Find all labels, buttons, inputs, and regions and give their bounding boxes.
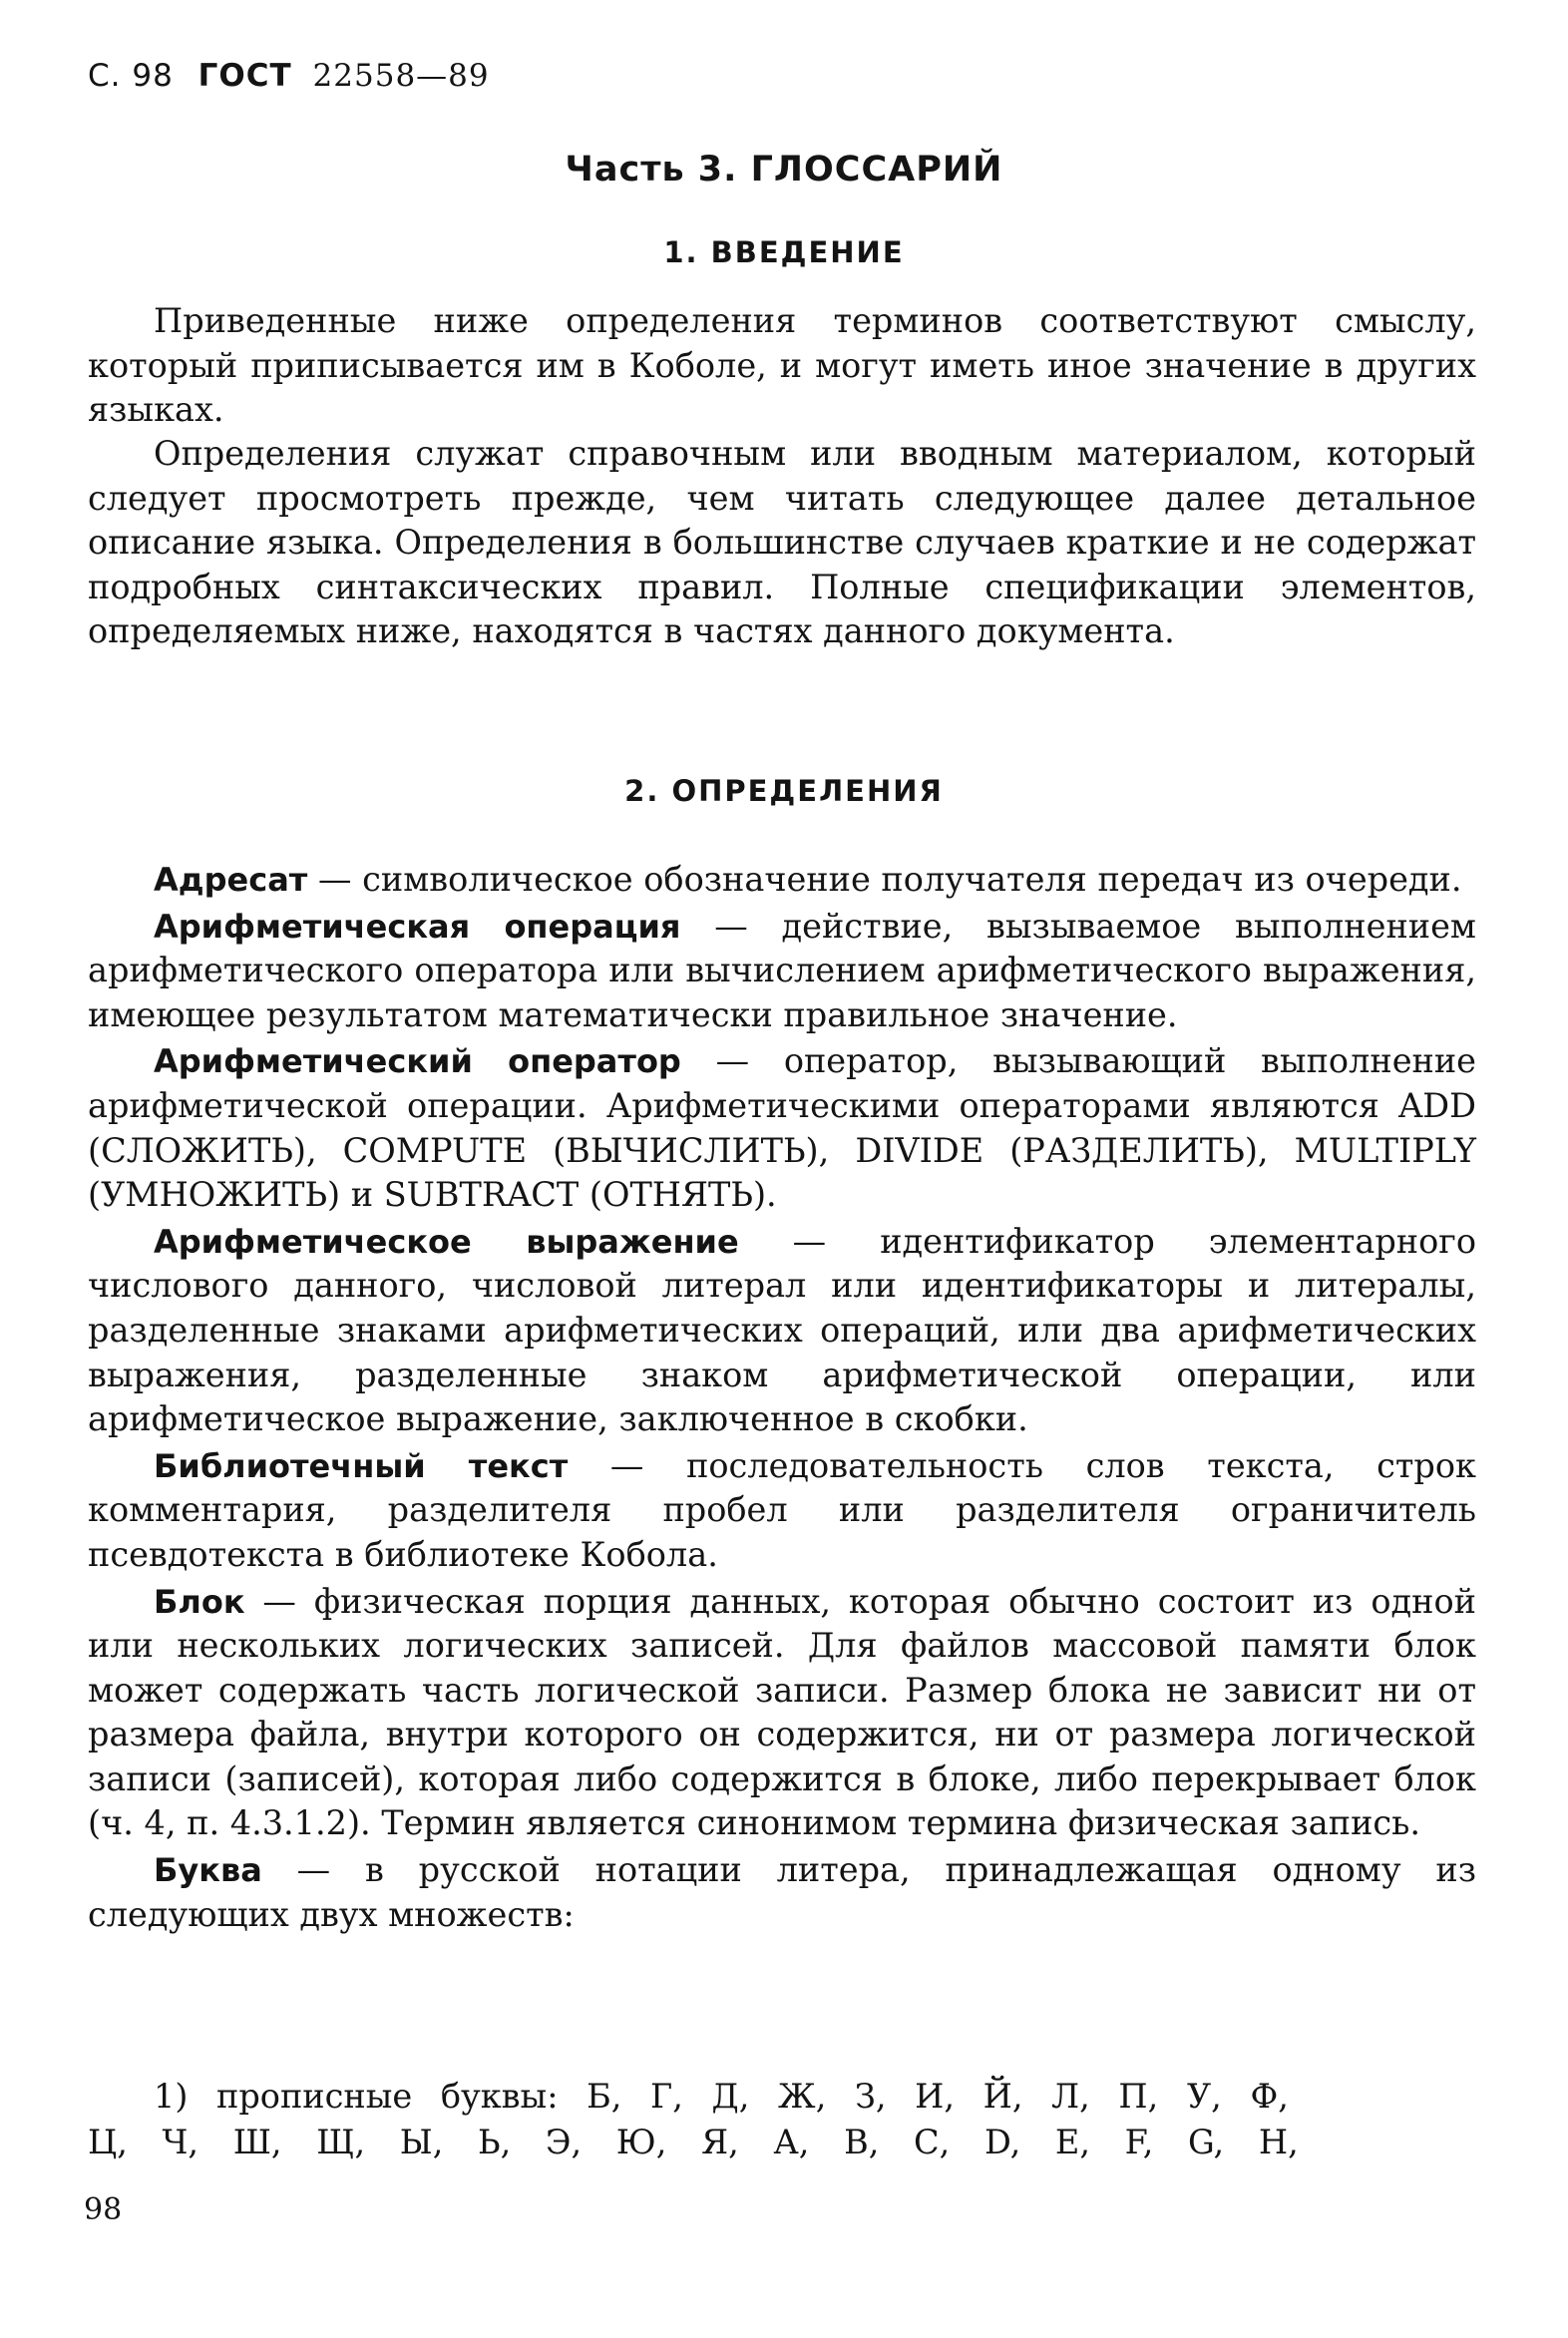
definition-entry: Буква — в русской нотации литера, принадлежащая одному из следующих двух множеств: bbox=[88, 1850, 1476, 1934]
definition-term: Арифметическая операция bbox=[154, 907, 681, 946]
definition-term: Арифметическое выражение bbox=[154, 1222, 739, 1261]
standard-label: ГОСТ bbox=[197, 58, 292, 94]
definition-text: оператор, вызывающий выполнение арифметической операции. Арифметическими операторами являются ADD (СЛОЖИТЬ), COMPUTE (ВЫЧИСЛИТЬ), DIVIDE (РАЗДЕЛИТЬ), MULTIPLY (УМНОЖИТЬ) и SUBTRACT (ОТНЯТЬ). bbox=[88, 1041, 1476, 1215]
definition-entry: Блок — физическая порция данных, которая обычно состоит из одной или нескольких логических записей. Для файлов массовой памяти блок может содержать часть логической записи. Размер блока не зависит ни от размера файла, внутри которого он содержится, ни от размера логической записи (записей), которая либо содержится в блоке, либо перекрывает блок (ч. 4, п. 4.3.1.2). Термин является синонимом термина физическая запись. bbox=[88, 1581, 1476, 1843]
section-title-introduction: 1. ВВЕДЕНИЕ bbox=[663, 235, 905, 269]
intro-paragraph: Определения служат справочным или вводным материалом, который следует просмотреть прежде, чем читать следующее далее детальное описание языка. Определения в большинстве случаев краткие и не содержат подробных синтаксических правил. Полные спецификации элементов, определяемых ниже, находятся в частях данного документа. bbox=[88, 434, 1476, 651]
definition-entry: Арифметический оператор — оператор, вызывающий выполнение арифметической операции. Арифметическими операторами являются ADD (СЛОЖИТЬ), COMPUTE (ВЫЧИСЛИТЬ), DIVIDE (РАЗДЕЛИТЬ), MULTIPLY (УМНОЖИТЬ) и SUBTRACT (ОТНЯТЬ). bbox=[88, 1041, 1476, 1215]
definition-text: в русской нотации литера, принадлежащая одному из следующих двух множеств: bbox=[88, 1850, 1476, 1934]
definition-term: Блок bbox=[154, 1582, 245, 1621]
section-title-definitions: 2. ОПРЕДЕЛЕНИЯ bbox=[624, 774, 944, 808]
definition-term: Адресат bbox=[154, 861, 308, 899]
standard-number: 22558—89 bbox=[312, 58, 490, 94]
definition-text: физическая порция данных, которая обычно состоит из одной или нескольких логических записей. Для файлов массовой памяти блок может содержать часть логической записи. Размер блока не зависит ни от размера файла, внутри которого он содержится, ни от размера логической записи (записей), которая либо содержится в блоке, либо перекрывает блок (ч. 4, п. 4.3.1.2). Термин является синонимом термина физическая запись. bbox=[88, 1581, 1476, 1843]
definition-entry: Библиотечный текст — последовательность слов текста, строк комментария, разделителя пробел или разделителя ограничитель псевдотекста в библиотеке Кобола. bbox=[88, 1445, 1476, 1574]
definition-text: последовательность слов текста, строк комментария, разделителя пробел или разделителя ограничитель псевдотекста в библиотеке Кобола. bbox=[88, 1445, 1476, 1574]
definition-entry: Арифметическое выражение — идентификатор элементарного числового данного, числовой литерал или идентификаторы и литералы, разделенные знаками арифметических операций, или два арифметических выражения, разделенные знаком арифметической операции, или арифметическое выражение, заключенное в скобки. bbox=[88, 1221, 1477, 1439]
intro-paragraph: Приведенные ниже определения терминов соответствуют смыслу, который приписывается им в Коболе, и могут иметь иное значение в других языках. bbox=[88, 301, 1476, 430]
letters-list-line: 1) прописные буквы: Б, Г, Д, Ж, З, И, Й, Л, П, У, Ф, bbox=[154, 2077, 1289, 2116]
part-title: Часть 3. ГЛОССАРИЙ bbox=[565, 150, 1003, 190]
page-label: С. 98 bbox=[88, 58, 174, 94]
definition-term: Буква bbox=[154, 1851, 262, 1890]
definitions-list bbox=[88, 858, 1476, 1939]
definition-text: символическое обозначение получателя передач из очереди. bbox=[362, 860, 1462, 899]
definition-entry: Адресат — символическое обозначение получателя передач из очереди. bbox=[154, 860, 1462, 899]
page-number: 98 bbox=[84, 2192, 123, 2227]
letters-list-line: Ц, Ч, Ш, Щ, Ы, Ь, Э, Ю, Я, А, В, С, D, Е, F, G, Н, bbox=[88, 2123, 1299, 2161]
running-head bbox=[88, 58, 490, 94]
definition-term: Библиотечный текст bbox=[154, 1446, 569, 1485]
definition-term: Арифметический оператор bbox=[154, 1042, 681, 1081]
definition-text: действие, вызываемое выполнением арифметического оператора или вычислением арифметического выражения, имеющее результатом математически правильное значение. bbox=[88, 906, 1476, 1034]
definition-entry: Арифметическая операция — действие, вызываемое выполнением арифметического оператора или вычислением арифметического выражения, имеющее результатом математически правильное значение. bbox=[88, 906, 1476, 1034]
definition-text: идентификатор элементарного числового данного, числовой литерал или идентификаторы и литералы, разделенные знаками арифметических операций, или два арифметических выражения, разделенные знаком арифметической операции, или арифметическое выражение, заключенное в скобки. bbox=[88, 1221, 1477, 1439]
